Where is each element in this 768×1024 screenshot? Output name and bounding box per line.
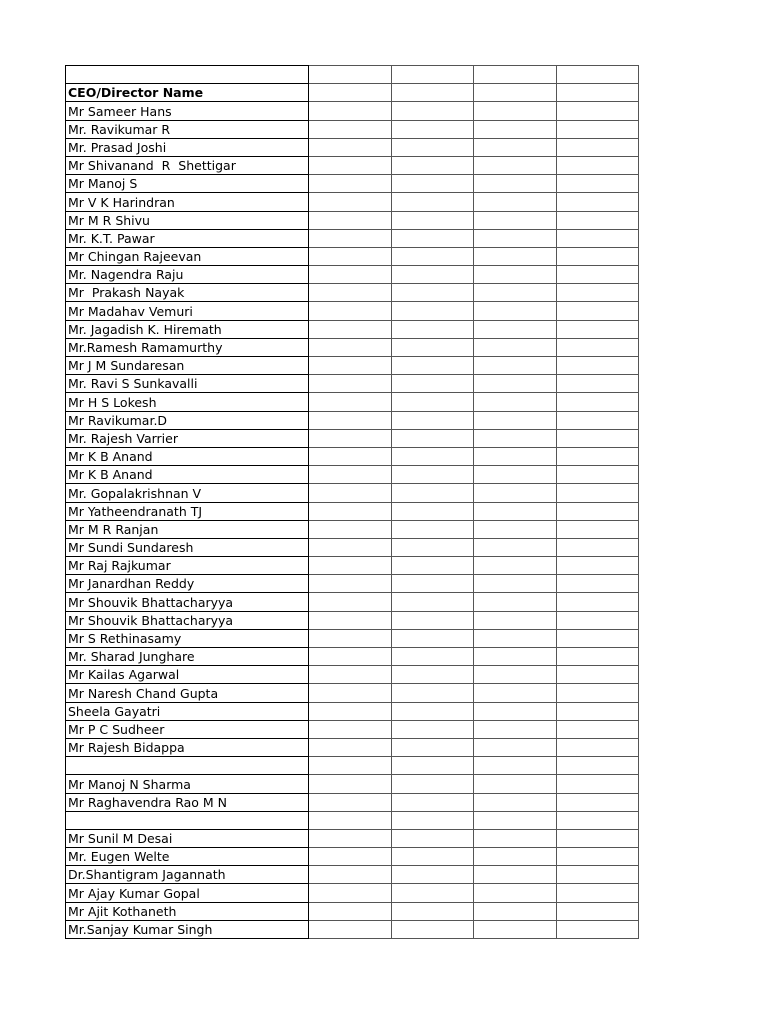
- table-row: [66, 338, 639, 356]
- grid-cell: [474, 666, 557, 684]
- table-row: [66, 429, 639, 447]
- table-row: [66, 447, 639, 465]
- table-row: [66, 175, 639, 193]
- table-row: [66, 211, 639, 229]
- grid-cell: [474, 284, 557, 302]
- director-name-cell: Mr. Rajesh Varrier: [66, 429, 309, 447]
- director-name-cell: [66, 811, 309, 829]
- grid-cell: [556, 411, 639, 429]
- grid-cell: [474, 557, 557, 575]
- grid-cell: [556, 447, 639, 465]
- grid-cell: [391, 211, 474, 229]
- grid-cell: [309, 502, 392, 520]
- grid-cell: [556, 829, 639, 847]
- grid-cell: [391, 84, 474, 102]
- director-name-cell: Mr Manoj N Sharma: [66, 775, 309, 793]
- grid-cell: [391, 102, 474, 120]
- grid-cell: [556, 702, 639, 720]
- grid-cell: [556, 102, 639, 120]
- grid-cell: [474, 320, 557, 338]
- table-row: [66, 375, 639, 393]
- grid-cell: [556, 320, 639, 338]
- grid-cell: [391, 793, 474, 811]
- grid-cell: [556, 520, 639, 538]
- grid-cell: [391, 884, 474, 902]
- director-name-cell: Mr. Ravikumar R: [66, 120, 309, 138]
- grid-cell: [309, 247, 392, 265]
- grid-cell: [309, 156, 392, 174]
- grid-cell: [391, 66, 474, 84]
- header-row: [66, 84, 639, 102]
- grid-cell: [391, 920, 474, 938]
- grid-cell: [391, 302, 474, 320]
- director-name-cell: Mr S Rethinasamy: [66, 629, 309, 647]
- grid-cell: [391, 593, 474, 611]
- grid-cell: [474, 466, 557, 484]
- grid-cell: [474, 229, 557, 247]
- grid-cell: [474, 266, 557, 284]
- grid-cell: [309, 866, 392, 884]
- director-name-cell: Mr Shouvik Bhattacharyya: [66, 593, 309, 611]
- table-row: [66, 866, 639, 884]
- grid-cell: [556, 357, 639, 375]
- grid-cell: [474, 902, 557, 920]
- grid-cell: [391, 375, 474, 393]
- grid-cell: [391, 429, 474, 447]
- director-name-cell: Mr Ajit Kothaneth: [66, 902, 309, 920]
- grid-cell: [556, 648, 639, 666]
- table-row: [66, 884, 639, 902]
- director-name-cell: Mr Janardhan Reddy: [66, 575, 309, 593]
- grid-cell: [309, 611, 392, 629]
- grid-cell: [309, 320, 392, 338]
- grid-cell: [309, 357, 392, 375]
- grid-cell: [474, 193, 557, 211]
- grid-cell: [556, 684, 639, 702]
- grid-cell: [391, 557, 474, 575]
- grid-cell: [556, 884, 639, 902]
- grid-cell: [391, 829, 474, 847]
- director-name-cell: Mr Raj Rajkumar: [66, 557, 309, 575]
- table-row: [66, 357, 639, 375]
- grid-cell: [474, 757, 557, 775]
- director-name-cell: Mr Shivanand R Shettigar: [66, 156, 309, 174]
- table-row: [66, 502, 639, 520]
- table-row: [66, 684, 639, 702]
- director-name-cell: Mr. Jagadish K. Hiremath: [66, 320, 309, 338]
- table-row: [66, 266, 639, 284]
- grid-cell: [556, 429, 639, 447]
- grid-cell: [556, 775, 639, 793]
- grid-cell: [474, 357, 557, 375]
- grid-cell: [556, 66, 639, 84]
- director-name-cell: Mr Rajesh Bidappa: [66, 738, 309, 756]
- grid-cell: [474, 502, 557, 520]
- grid-cell: [309, 593, 392, 611]
- grid-cell: [391, 702, 474, 720]
- table-row: [66, 829, 639, 847]
- spreadsheet-body: [66, 66, 639, 939]
- grid-cell: [474, 811, 557, 829]
- grid-cell: [391, 738, 474, 756]
- grid-cell: [556, 84, 639, 102]
- grid-cell: [309, 884, 392, 902]
- table-row: [66, 538, 639, 556]
- grid-cell: [309, 175, 392, 193]
- grid-cell: [556, 375, 639, 393]
- grid-cell: [309, 338, 392, 356]
- director-name-cell: Mr. Sharad Junghare: [66, 648, 309, 666]
- table-row: [66, 848, 639, 866]
- grid-cell: [474, 447, 557, 465]
- grid-cell: [391, 757, 474, 775]
- grid-cell: [309, 702, 392, 720]
- director-name-cell: Mr Naresh Chand Gupta: [66, 684, 309, 702]
- grid-cell: [391, 247, 474, 265]
- table-row: [66, 648, 639, 666]
- table-row: [66, 320, 639, 338]
- grid-cell: [309, 393, 392, 411]
- grid-cell: [309, 429, 392, 447]
- table-row: [66, 138, 639, 156]
- director-name-cell: Mr. Gopalakrishnan V: [66, 484, 309, 502]
- grid-cell: [309, 920, 392, 938]
- director-name-cell: Dr.Shantigram Jagannath: [66, 866, 309, 884]
- grid-cell: [556, 666, 639, 684]
- grid-cell: [474, 484, 557, 502]
- grid-cell: [391, 575, 474, 593]
- grid-cell: [474, 393, 557, 411]
- grid-cell: [556, 156, 639, 174]
- grid-cell: [309, 193, 392, 211]
- table-row: [66, 557, 639, 575]
- grid-cell: [556, 229, 639, 247]
- grid-cell: [391, 648, 474, 666]
- table-row: [66, 611, 639, 629]
- grid-cell: [474, 302, 557, 320]
- grid-cell: [474, 720, 557, 738]
- director-name-cell: Mr. Prasad Joshi: [66, 138, 309, 156]
- grid-cell: [556, 284, 639, 302]
- grid-cell: [391, 866, 474, 884]
- table-row: [66, 757, 639, 775]
- director-name-cell: [66, 757, 309, 775]
- grid-cell: [309, 629, 392, 647]
- grid-cell: [309, 557, 392, 575]
- grid-cell: [391, 284, 474, 302]
- grid-cell: [556, 757, 639, 775]
- grid-cell: [391, 138, 474, 156]
- grid-cell: [391, 466, 474, 484]
- grid-cell: [474, 684, 557, 702]
- name-cell: [66, 66, 309, 84]
- grid-cell: [474, 156, 557, 174]
- grid-cell: [391, 357, 474, 375]
- director-name-cell: Mr Madahav Vemuri: [66, 302, 309, 320]
- table-row: [66, 811, 639, 829]
- grid-cell: [391, 811, 474, 829]
- grid-cell: [309, 411, 392, 429]
- grid-cell: [391, 320, 474, 338]
- table-row: [66, 593, 639, 611]
- grid-cell: [474, 429, 557, 447]
- grid-cell: [556, 502, 639, 520]
- table-row: [66, 193, 639, 211]
- director-name-cell: Mr Manoj S: [66, 175, 309, 193]
- grid-cell: [391, 902, 474, 920]
- grid-cell: [391, 447, 474, 465]
- grid-cell: [391, 720, 474, 738]
- grid-cell: [309, 666, 392, 684]
- grid-cell: [556, 484, 639, 502]
- grid-cell: [309, 738, 392, 756]
- grid-cell: [474, 829, 557, 847]
- grid-cell: [556, 538, 639, 556]
- grid-cell: [474, 629, 557, 647]
- director-name-cell: Mr Yatheendranath TJ: [66, 502, 309, 520]
- director-name-cell: Mr Sunil M Desai: [66, 829, 309, 847]
- table-row: [66, 247, 639, 265]
- grid-cell: [391, 120, 474, 138]
- grid-cell: [309, 102, 392, 120]
- grid-cell: [474, 375, 557, 393]
- grid-cell: [556, 557, 639, 575]
- table-row: [66, 466, 639, 484]
- grid-cell: [556, 138, 639, 156]
- grid-cell: [556, 393, 639, 411]
- grid-cell: [391, 611, 474, 629]
- director-name-cell: Mr P C Sudheer: [66, 720, 309, 738]
- grid-cell: [309, 902, 392, 920]
- grid-cell: [474, 920, 557, 938]
- grid-cell: [474, 593, 557, 611]
- table-row: [66, 920, 639, 938]
- director-name-cell: Mr Shouvik Bhattacharyya: [66, 611, 309, 629]
- grid-cell: [309, 520, 392, 538]
- blank-top-row: [66, 66, 639, 84]
- grid-cell: [474, 848, 557, 866]
- grid-cell: [309, 302, 392, 320]
- director-name-cell: Mr V K Harindran: [66, 193, 309, 211]
- director-name-cell: Mr K B Anand: [66, 466, 309, 484]
- table-row: [66, 284, 639, 302]
- director-name-cell: Mr. Ravi S Sunkavalli: [66, 375, 309, 393]
- grid-cell: [391, 411, 474, 429]
- grid-cell: [391, 520, 474, 538]
- director-name-cell: Sheela Gayatri: [66, 702, 309, 720]
- grid-cell: [474, 66, 557, 84]
- grid-cell: [391, 193, 474, 211]
- grid-cell: [391, 484, 474, 502]
- grid-cell: [474, 338, 557, 356]
- director-name-cell: Mr Kailas Agarwal: [66, 666, 309, 684]
- director-name-cell: Mr Ravikumar.D: [66, 411, 309, 429]
- grid-cell: [391, 156, 474, 174]
- grid-cell: [556, 920, 639, 938]
- column-header-name: CEO/Director Name: [66, 84, 309, 102]
- grid-cell: [556, 902, 639, 920]
- grid-cell: [474, 211, 557, 229]
- grid-cell: [474, 793, 557, 811]
- grid-cell: [556, 611, 639, 629]
- grid-cell: [556, 575, 639, 593]
- director-name-cell: Mr Sundi Sundaresh: [66, 538, 309, 556]
- grid-cell: [556, 175, 639, 193]
- grid-cell: [391, 629, 474, 647]
- grid-cell: [474, 866, 557, 884]
- grid-cell: [309, 829, 392, 847]
- grid-cell: [556, 629, 639, 647]
- grid-cell: [474, 538, 557, 556]
- grid-cell: [556, 848, 639, 866]
- grid-cell: [474, 575, 557, 593]
- grid-cell: [391, 848, 474, 866]
- grid-cell: [309, 684, 392, 702]
- table-row: [66, 120, 639, 138]
- grid-cell: [474, 738, 557, 756]
- grid-cell: [556, 793, 639, 811]
- grid-cell: [474, 84, 557, 102]
- director-name-cell: Mr. Eugen Welte: [66, 848, 309, 866]
- grid-cell: [474, 884, 557, 902]
- director-name-cell: Mr. Nagendra Raju: [66, 266, 309, 284]
- director-name-cell: Mr Ajay Kumar Gopal: [66, 884, 309, 902]
- grid-cell: [556, 466, 639, 484]
- grid-cell: [556, 120, 639, 138]
- grid-cell: [474, 411, 557, 429]
- table-row: [66, 629, 639, 647]
- grid-cell: [556, 720, 639, 738]
- grid-cell: [556, 193, 639, 211]
- grid-cell: [309, 211, 392, 229]
- grid-cell: [556, 266, 639, 284]
- grid-cell: [309, 848, 392, 866]
- grid-cell: [309, 375, 392, 393]
- grid-cell: [556, 738, 639, 756]
- director-name-cell: Mr.Ramesh Ramamurthy: [66, 338, 309, 356]
- director-name-cell: Mr Prakash Nayak: [66, 284, 309, 302]
- table-row: [66, 302, 639, 320]
- table-row: [66, 702, 639, 720]
- director-name-cell: Mr K B Anand: [66, 447, 309, 465]
- director-name-cell: Mr Sameer Hans: [66, 102, 309, 120]
- grid-cell: [556, 593, 639, 611]
- grid-cell: [391, 775, 474, 793]
- grid-cell: [309, 284, 392, 302]
- grid-cell: [556, 866, 639, 884]
- grid-cell: [309, 538, 392, 556]
- director-name-cell: Mr.Sanjay Kumar Singh: [66, 920, 309, 938]
- table-row: [66, 775, 639, 793]
- grid-cell: [474, 120, 557, 138]
- grid-cell: [391, 666, 474, 684]
- table-row: [66, 575, 639, 593]
- grid-cell: [309, 793, 392, 811]
- grid-cell: [391, 502, 474, 520]
- table-row: [66, 229, 639, 247]
- grid-cell: [474, 611, 557, 629]
- director-name-cell: Mr M R Ranjan: [66, 520, 309, 538]
- director-name-cell: Mr Chingan Rajeevan: [66, 247, 309, 265]
- table-row: [66, 393, 639, 411]
- grid-cell: [309, 447, 392, 465]
- grid-cell: [309, 775, 392, 793]
- grid-cell: [391, 266, 474, 284]
- table-row: [66, 720, 639, 738]
- table-row: [66, 156, 639, 174]
- grid-cell: [309, 84, 392, 102]
- grid-cell: [309, 120, 392, 138]
- grid-cell: [474, 138, 557, 156]
- grid-cell: [309, 720, 392, 738]
- grid-cell: [309, 229, 392, 247]
- grid-cell: [391, 538, 474, 556]
- grid-cell: [556, 211, 639, 229]
- grid-cell: [391, 684, 474, 702]
- table-row: [66, 666, 639, 684]
- grid-cell: [391, 393, 474, 411]
- grid-cell: [391, 338, 474, 356]
- grid-cell: [391, 229, 474, 247]
- grid-cell: [556, 302, 639, 320]
- table-row: [66, 520, 639, 538]
- grid-cell: [309, 811, 392, 829]
- grid-cell: [309, 466, 392, 484]
- grid-cell: [309, 66, 392, 84]
- director-name-cell: Mr. K.T. Pawar: [66, 229, 309, 247]
- table-row: [66, 484, 639, 502]
- spreadsheet-table: [65, 65, 639, 939]
- grid-cell: [309, 484, 392, 502]
- table-row: [66, 411, 639, 429]
- grid-cell: [309, 138, 392, 156]
- grid-cell: [474, 702, 557, 720]
- grid-cell: [474, 102, 557, 120]
- grid-cell: [474, 520, 557, 538]
- director-name-cell: Mr H S Lokesh: [66, 393, 309, 411]
- grid-cell: [556, 247, 639, 265]
- table-row: [66, 793, 639, 811]
- grid-cell: [309, 575, 392, 593]
- grid-cell: [309, 266, 392, 284]
- grid-cell: [556, 338, 639, 356]
- grid-cell: [474, 247, 557, 265]
- director-name-cell: Mr Raghavendra Rao M N: [66, 793, 309, 811]
- grid-cell: [474, 775, 557, 793]
- table-row: [66, 902, 639, 920]
- grid-cell: [556, 811, 639, 829]
- table-row: [66, 738, 639, 756]
- table-row: [66, 102, 639, 120]
- grid-cell: [474, 648, 557, 666]
- grid-cell: [474, 175, 557, 193]
- grid-cell: [391, 175, 474, 193]
- director-name-cell: Mr J M Sundaresan: [66, 357, 309, 375]
- director-name-cell: Mr M R Shivu: [66, 211, 309, 229]
- grid-cell: [309, 757, 392, 775]
- grid-cell: [309, 648, 392, 666]
